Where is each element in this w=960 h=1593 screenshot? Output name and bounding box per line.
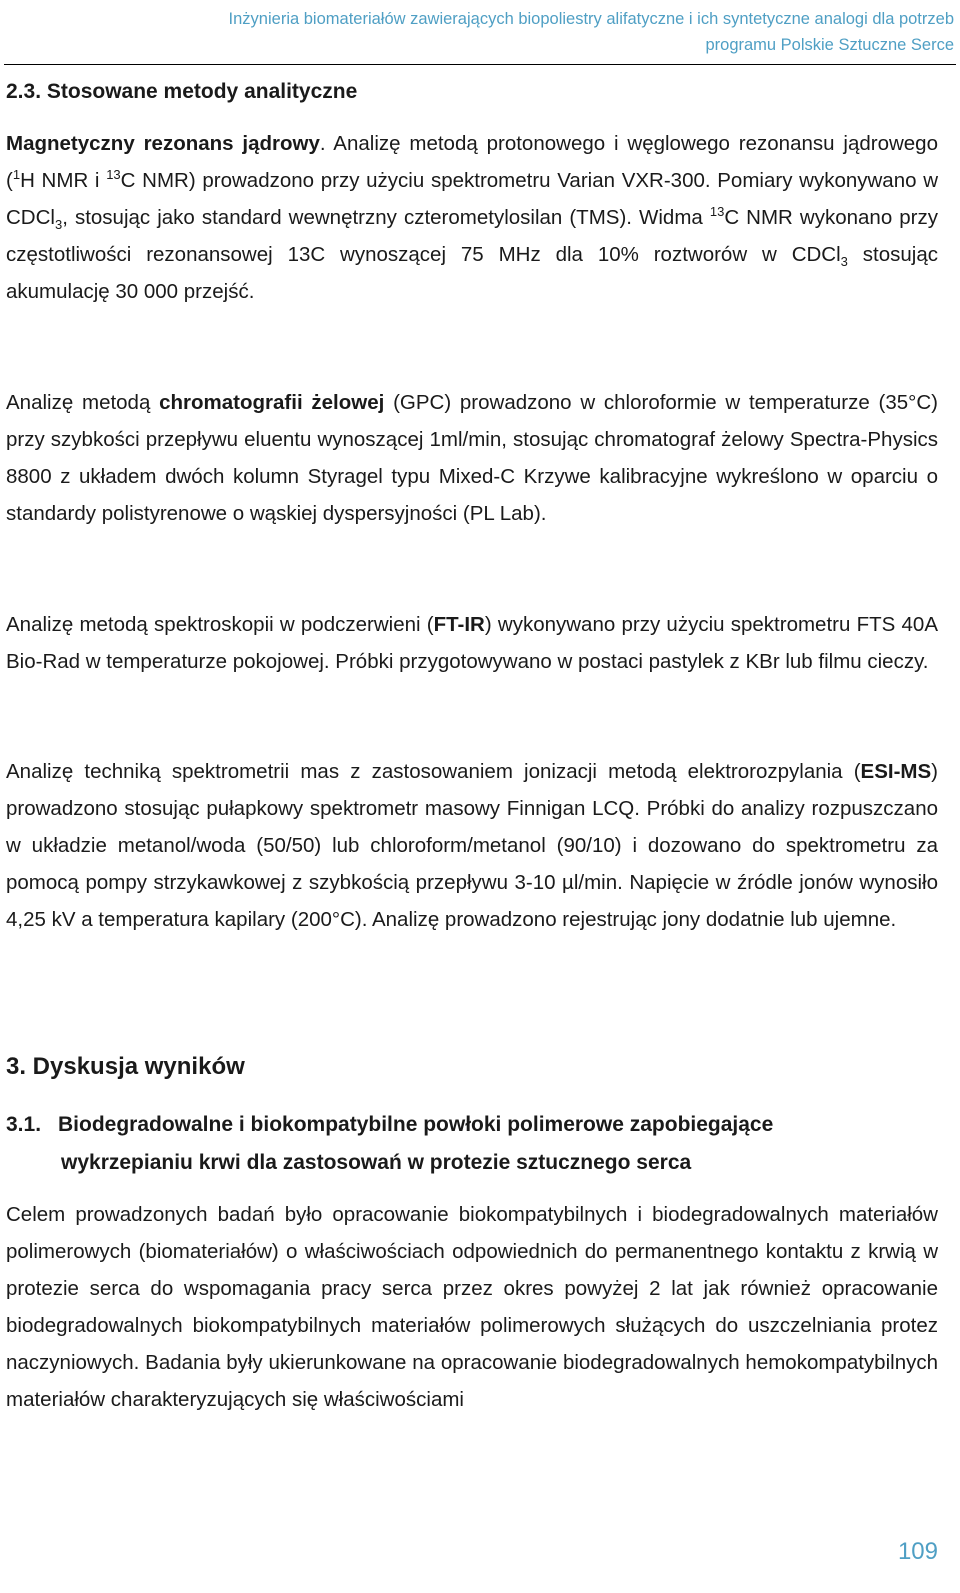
gpc-paragraph: Analizę metodą chromatografii żelowej (GPC) prowadzono w chloroformie w temperaturze (35°C) przy szybkości przepływu eluentu wynoszącej 1ml/min, stosując chromatograf żelowy Spectra-Physics 8800 z układem dwóch kolumn Styragel typu Mixed-C Krzywe kalibracyjne wykreślono w oparciu o standardy polistyrenowe o wąskiej dyspersyjności (PL Lab). [6, 391, 938, 525]
nmr-paragraph: Magnetyczny rezonans jądrowy. Analizę metodą protonowego i węglowego rezonansu jądrowego ($^1$H NMR i $^{13}$C NMR) prowadzono przy użyciu spektrometru Varian VXR-300. Pomiary wykonywano w CDCl$_3$, stosując jako standard wewnętrzny czterometylosilan (TMS). Widma $^{13}$C NMR wykonano przy częstotliwości rezonansowej 13C wynoszącej 75 MHz dla 10% roztworów w CDCl$_3$ stosując akumulację 30 000 przejść. [6, 132, 938, 303]
ftir-paragraph: Analizę metodą spektroskopii w podczerwieni (FT-IR) wykonywano przy użyciu spektrometru FTS 40A Bio-Rad w temperaturze pokojowej. Próbki przygotowywano w postaci pastylek z KBr lub filmu cieczy. [6, 613, 938, 673]
esims-paragraph: Analizę techniką spektrometrii mas z zastosowaniem jonizacji metodą elektrorozpylania (ESI-MS) prowadzono stosując pułapkowy spektrometr masowy Finnigan LCQ. Próbki do analizy rozpuszczano w układzie metanol/woda (50/50) lub chloroform/metanol (90/10) i dozowano do spektrometru za pomocą pompy strzykawkowej z szybkością przepływu 3-10 µl/min. Napięcie w źródle jonów wynosiło 4,25 kV a temperatura kapilary (200°C). Analizę prowadzono rejestrując jony dodatnie lub ujemne. [6, 760, 938, 931]
section-3-1-heading [6, 1106, 938, 1182]
section-3-1-title-line-1: Biodegradowalne i biokompatybilne powłoki polimerowe zapobiegające [58, 1113, 774, 1136]
header-rule [4, 64, 956, 65]
header-line-1: Inżynieria biomateriałów zawierających biopoliestry alifatyczne i ich syntetyczne analogi dla potrzeb [228, 10, 954, 28]
nmr-lead: Magnetyczny rezonans jądrowy [6, 132, 320, 155]
section-3-1-title-line-2: wykrzepianiu krwi dla zastosowań w protezie sztucznego serca [61, 1151, 692, 1174]
page-number: 109 [897, 1538, 938, 1565]
section-3-heading: 3. Dyskusja wyników [6, 1053, 245, 1080]
section-2-3-heading: 2.3. Stosowane metody analityczne [6, 80, 358, 103]
intro-paragraph: Celem prowadzonych badań było opracowanie biokompatybilnych i biodegradowalnych materiałów polimerowych (biomateriałów) o właściwościach odpowiednich do permanentnego kontaktu z krwią w protezie serca do wspomagania pracy serca przez okres powyżej 2 lat jak również opracowanie biodegradowalnych biokompatybilnych materiałów polimerowych służących do uszczelniania protez naczyniowych. Badania były ukierunkowane na opracowanie biodegradowalnych hemokompatybilnych materiałów charakteryzujących się właściwościami [6, 1203, 938, 1411]
running-header [14, 6, 954, 58]
header-line-2: programu Polskie Sztuczne Serce [705, 36, 954, 54]
section-3-1-number: 3.1. [6, 1113, 42, 1136]
